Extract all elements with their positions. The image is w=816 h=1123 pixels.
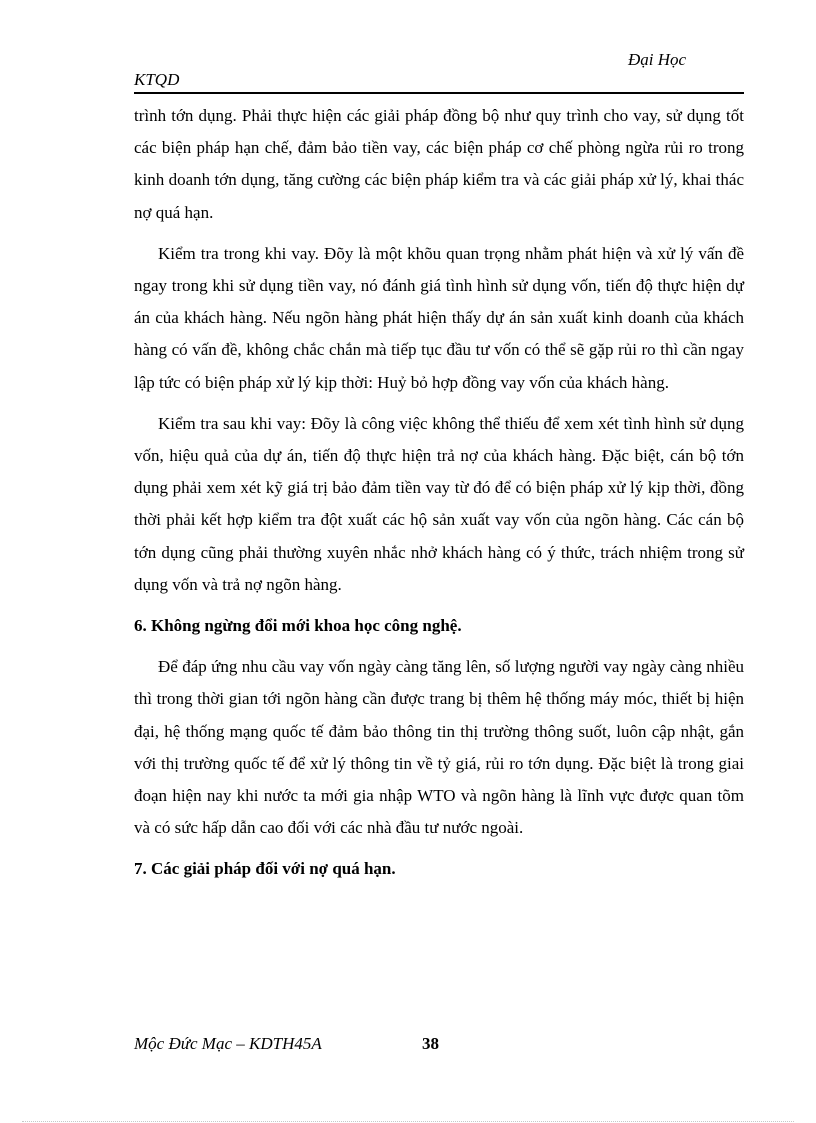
paragraph-check-after-loan: Kiểm tra sau khi vay: Đõy là công việc không thể thiếu để xem xét tình hình sử dụng vốn, hiệu quả của dự án, tiến độ thực hiện trả nợ của khách hàng. Đặc biệt, cán bộ tớn dụng phải xem xét kỹ giá trị bảo đảm tiền vay từ đó để có biện pháp xử lý kịp thời, đồng thời phải kết hợp kiểm tra đột xuất các hộ sản xuất vay vốn của ngõn hàng. Các cán bộ tớn dụng cũng phải thường xuyên nhắc nhở khách hàng có ý thức, trách nhiệm trong sử dụng vốn và trả nợ ngõn hàng.	[134, 413, 744, 594]
paragraph-continuation: trình tớn dụng. Phải thực hiện các giải pháp đồng bộ như quy trình cho vay, sử dụng tốt các biện pháp hạn chế, đảm bảo tiền vay, các biện pháp cơ chế phòng ngừa rủi ro trong kinh doanh tớn dụng, tăng cường các biện pháp kiểm tra và các giải pháp xử lý, khai thác nợ quá hạn.	[134, 106, 744, 222]
paragraph-check-during-loan: Kiểm tra trong khi vay. Đõy là một khõu quan trọng nhằm phát hiện và xử lý vấn đề ngay trong khi sử dụng tiền vay, nó đánh giá tình hình sử dụng vốn, tiến độ thực hiện dự án của khách hàng. Nếu ngõn hàng phát hiện thấy dự án sản xuất kinh doanh của khách hàng có vấn đề, không chắc chắn mà tiếp tục đầu tư vốn có thể sẽ gặp rủi ro thì cần ngay lập tức có biện pháp xử lý kịp thời: Huỷ bỏ hợp đồng vay vốn của khách hàng.	[134, 243, 744, 392]
page-body	[134, 100, 744, 895]
header-university: Đại Học	[628, 50, 687, 69]
paragraph-technology: Để đáp ứng nhu cầu vay vốn ngày càng tăng lên, số lượng người vay ngày càng nhiều thì trong thời gian tới ngõn hàng cần được trang bị thêm hệ thống máy móc, thiết bị hiện đại, hệ thống mạng quốc tế đảm bảo thông tin thị trường thông suốt, luôn cập nhật, gắn với thị trường quốc tế để xử lý thông tin về tỷ giá, rủi ro tớn dụng. Đặc biệt là trong giai đoạn hiện nay khi nước ta mới gia nhập WTO và ngõn hàng là lĩnh vực được quan tõm và có sức hấp dẫn cao đối với các nhà đầu tư nước ngoài.	[134, 657, 744, 838]
page-number: 38	[422, 1034, 439, 1053]
header-school: KTQD	[134, 70, 180, 89]
page-bottom-border	[22, 1121, 794, 1122]
header-divider	[134, 92, 744, 94]
section-heading-7: 7. Các giải pháp đối với nợ quá hạn.	[134, 859, 396, 879]
section-heading-6: 6. Không ngừng đổi mới khoa học công nghệ.	[134, 616, 462, 636]
footer-author: Mộc Đức Mạc – KDTH45A	[134, 1034, 322, 1053]
